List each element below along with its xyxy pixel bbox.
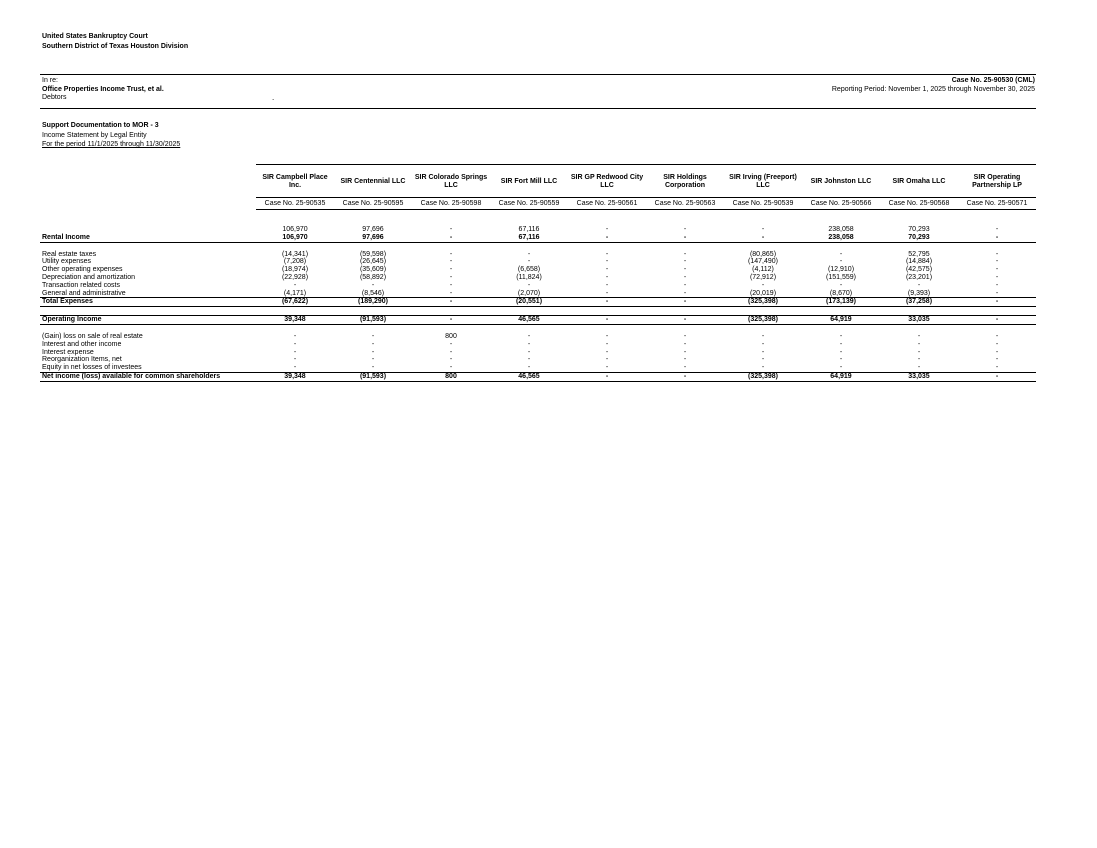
row-value: - [917, 332, 921, 340]
row-value: - [761, 332, 765, 340]
row-value: 67,116 [518, 226, 540, 233]
row-label: (Gain) loss on sale of real estate [42, 332, 143, 340]
row-value: - [646, 316, 724, 325]
row-value: (14,341) [281, 250, 309, 258]
row-value: - [449, 340, 453, 348]
top-divider [40, 74, 1036, 75]
spacer-cell [40, 242, 1036, 251]
column-case-number: Case No. 25-90535 [256, 198, 334, 210]
row-value: - [605, 332, 609, 340]
row-value: (37,258) [880, 298, 958, 307]
row-value: (58,892) [359, 273, 387, 281]
row-value: (20,019) [749, 289, 777, 297]
table-row [40, 316, 1036, 325]
row-label: Transaction related costs [42, 281, 120, 289]
row-label: Real estate taxes [42, 250, 97, 258]
row-value: - [761, 340, 765, 348]
row-value: (2,070) [517, 289, 541, 297]
table-row [40, 234, 1036, 242]
row-label: Reorganization Items, net [42, 356, 122, 364]
row-value: - [761, 356, 765, 364]
row-value: (80,865) [749, 250, 777, 258]
column-case-number: Case No. 25-90568 [880, 198, 958, 210]
row-value: - [449, 250, 453, 258]
row-value: (325,398) [724, 316, 802, 325]
row-value: - [958, 372, 1036, 381]
spacer-row [40, 242, 1036, 251]
row-value: (9,393) [907, 289, 931, 297]
row-value: (22,928) [281, 273, 309, 281]
row-value: - [646, 372, 724, 381]
row-value: - [449, 266, 453, 274]
column-header: SIR Johnston LLC [802, 165, 880, 198]
row-value: - [371, 332, 375, 340]
reporting-period: Reporting Period: November 1, 2025 through November 30, 2025 [831, 85, 1035, 93]
row-value: (173,139) [802, 298, 880, 307]
row-value: - [568, 364, 646, 372]
row-value: - [568, 234, 646, 242]
support-subtitle: Income Statement by Legal Entity [42, 131, 147, 139]
row-label: Total Expenses [40, 298, 256, 307]
table-row [40, 251, 1036, 259]
income-statement-table [40, 164, 1036, 382]
row-value: (23,201) [905, 273, 933, 281]
row-value: (6,658) [517, 266, 541, 274]
table-row [40, 298, 1036, 307]
row-value: - [527, 258, 531, 266]
row-value: 800 [412, 372, 490, 381]
row-value: - [527, 340, 531, 348]
row-value: - [995, 332, 999, 340]
row-value: 33,035 [880, 316, 958, 325]
spacer-row [40, 210, 1036, 219]
row-value: - [371, 281, 375, 289]
spacer-row [40, 218, 1036, 226]
row-value: - [839, 356, 843, 364]
row-value: (59,598) [359, 250, 387, 258]
row-value: 97,696 [334, 234, 412, 242]
row-value: 64,919 [802, 316, 880, 325]
table-row [40, 226, 1036, 234]
row-value: - [683, 250, 687, 258]
row-value: - [683, 289, 687, 297]
row-value: - [917, 348, 921, 356]
table-row [40, 258, 1036, 266]
case-block [832, 77, 1035, 94]
row-value: - [724, 364, 802, 372]
in-re-label: In re: [42, 77, 58, 84]
row-value: - [605, 281, 609, 289]
debtors-label: Debtors [42, 94, 67, 101]
court-district: Southern District of Texas Houston Division [42, 43, 189, 50]
row-value: - [646, 234, 724, 242]
row-value: - [683, 348, 687, 356]
row-value: - [995, 340, 999, 348]
row-label [40, 226, 256, 234]
row-value: (8,670) [829, 289, 853, 297]
row-value: - [412, 298, 490, 307]
row-value: 52,795 [908, 250, 930, 258]
row-value: - [683, 340, 687, 348]
column-header: SIR Centennial LLC [334, 165, 412, 198]
column-header-row [40, 165, 1036, 198]
spacer-row [40, 324, 1036, 333]
row-value: - [527, 332, 531, 340]
row-value: - [605, 273, 609, 281]
row-value: - [412, 316, 490, 325]
row-value: - [646, 364, 724, 372]
table-row [40, 356, 1036, 364]
row-value: (11,824) [516, 273, 542, 281]
row-value: 46,565 [490, 372, 568, 381]
row-value: - [605, 250, 609, 258]
row-value: (325,398) [724, 372, 802, 381]
row-label: Equity in net losses of investees [40, 364, 256, 372]
row-value: - [839, 348, 843, 356]
table-row [40, 282, 1036, 290]
row-value: - [293, 340, 297, 348]
row-value: - [449, 289, 453, 297]
column-header: SIR GP Redwood City LLC [568, 165, 646, 198]
row-value: - [334, 364, 412, 372]
row-value: - [605, 266, 609, 274]
row-label: Interest and other income [42, 340, 122, 348]
row-value: - [995, 289, 999, 297]
row-value: - [683, 266, 687, 274]
row-value: 64,919 [802, 372, 880, 381]
row-value: - [605, 258, 609, 266]
row-value: - [683, 258, 687, 266]
row-value: - [958, 316, 1036, 325]
column-case-number: Case No. 25-90561 [568, 198, 646, 210]
row-value: 39,348 [256, 316, 334, 325]
row-value: - [724, 234, 802, 242]
court-name: United States Bankruptcy Court [42, 33, 148, 40]
row-label: Operating Income [40, 316, 256, 325]
row-value: - [917, 281, 921, 289]
support-title: Support Documentation to MOR - 3 [42, 122, 159, 129]
support-block [42, 121, 180, 150]
row-value: (12,910) [827, 266, 855, 274]
row-value: 70,293 [908, 226, 930, 233]
row-value: - [412, 234, 490, 242]
row-value: (189,290) [334, 298, 412, 307]
row-value: - [568, 298, 646, 307]
row-value: 238,058 [828, 226, 854, 233]
row-label: Net income (loss) available for common shareholders [40, 372, 256, 381]
column-header: SIR Omaha LLC [880, 165, 958, 198]
row-value: - [449, 273, 453, 281]
row-value: - [839, 281, 843, 289]
row-value: - [605, 340, 609, 348]
column-header: SIR Colorado Springs LLC [412, 165, 490, 198]
debtor-name: Office Properties Income Trust, et al. [42, 85, 164, 93]
table-row [40, 349, 1036, 357]
row-value: - [839, 340, 843, 348]
spacer-cell [40, 324, 1036, 333]
row-value: (14,884) [905, 258, 933, 266]
table-row [40, 333, 1036, 341]
row-value: - [683, 281, 687, 289]
row-value: - [568, 372, 646, 381]
row-label: Depreciation and amortization [42, 273, 135, 281]
row-value: - [412, 364, 490, 372]
row-label: General and administrative [42, 289, 126, 297]
column-case-number: Case No. 25-90598 [412, 198, 490, 210]
row-value: - [995, 273, 999, 281]
caseno-blank [40, 198, 256, 210]
row-value: - [995, 348, 999, 356]
column-case-number: Case No. 25-90566 [802, 198, 880, 210]
row-value: - [761, 348, 765, 356]
row-value: (72,912) [749, 273, 777, 281]
row-value: 106,970 [256, 234, 334, 242]
row-value: - [293, 348, 297, 356]
row-value: - [371, 348, 375, 356]
row-value: (67,622) [256, 298, 334, 307]
row-value: - [683, 226, 687, 233]
row-label: Rental Income [40, 234, 256, 242]
case-number: Case No. 25-90530 (CML) [951, 77, 1035, 84]
row-value: - [527, 348, 531, 356]
column-header: SIR Operating Partnership LP [958, 165, 1036, 198]
stray-dot: . [272, 93, 275, 102]
row-value: - [371, 356, 375, 364]
header-blank [40, 165, 256, 198]
row-value: 70,293 [880, 234, 958, 242]
row-value: - [802, 364, 880, 372]
column-case-number: Case No. 25-90595 [334, 198, 412, 210]
row-value: - [293, 356, 297, 364]
row-value: (147,490) [748, 258, 778, 266]
column-header: SIR Holdings Corporation [646, 165, 724, 198]
row-value: - [605, 348, 609, 356]
table-row [40, 290, 1036, 298]
table-row [40, 364, 1036, 372]
in-re-block [42, 77, 164, 103]
row-value: - [995, 226, 999, 233]
table-row [40, 372, 1036, 381]
table-row [40, 266, 1036, 274]
court-header [42, 32, 188, 52]
row-value: (42,575) [905, 266, 933, 274]
row-value: (8,546) [361, 289, 385, 297]
table-row [40, 341, 1036, 349]
spacer-row [40, 307, 1036, 316]
row-value: 97,696 [362, 226, 384, 233]
row-value: - [839, 250, 843, 258]
row-value: - [449, 258, 453, 266]
table-row [40, 274, 1036, 282]
row-value: 39,348 [256, 372, 334, 381]
column-case-number: Case No. 25-90539 [724, 198, 802, 210]
row-value: - [449, 348, 453, 356]
row-value: - [371, 340, 375, 348]
row-value: - [995, 258, 999, 266]
row-value: - [449, 356, 453, 364]
row-value: - [683, 356, 687, 364]
spacer-cell [40, 210, 1036, 219]
row-value: - [605, 289, 609, 297]
row-value: (4,112) [752, 266, 774, 274]
row-value: - [293, 281, 297, 289]
column-header: SIR Campbell Place Inc. [256, 165, 334, 198]
row-value: (325,398) [724, 298, 802, 307]
bottom-divider [40, 108, 1036, 109]
row-label: Utility expenses [42, 258, 92, 266]
row-value: (151,559) [826, 273, 856, 281]
column-case-number: Case No. 25-90571 [958, 198, 1036, 210]
row-value: - [880, 364, 958, 372]
row-value: - [605, 356, 609, 364]
row-value: - [761, 226, 765, 233]
row-value: 33,035 [880, 372, 958, 381]
row-value: - [256, 364, 334, 372]
column-header: SIR Fort Mill LLC [490, 165, 568, 198]
row-value: - [568, 316, 646, 325]
row-value: - [449, 226, 453, 233]
row-value: - [995, 266, 999, 274]
row-value: - [527, 356, 531, 364]
row-value: 238,058 [802, 234, 880, 242]
row-label: Other operating expenses [42, 266, 123, 274]
row-value: - [995, 356, 999, 364]
row-value: - [761, 281, 765, 289]
row-value: - [917, 356, 921, 364]
spacer-cell [40, 307, 1036, 316]
row-value: - [683, 332, 687, 340]
row-value: - [839, 332, 843, 340]
row-value: - [995, 281, 999, 289]
column-case-number: Case No. 25-90559 [490, 198, 568, 210]
support-period: For the period 11/1/2025 through 11/30/2025 [42, 141, 181, 148]
row-value: - [995, 250, 999, 258]
row-label: Interest expense [42, 348, 94, 356]
row-value: 800 [445, 332, 457, 340]
row-value: - [646, 298, 724, 307]
row-value: (7,208) [283, 258, 307, 266]
row-value: - [527, 281, 531, 289]
row-value: - [917, 340, 921, 348]
row-value: (20,551) [490, 298, 568, 307]
row-value: - [490, 364, 568, 372]
row-value: (35,609) [359, 266, 387, 274]
row-value: - [527, 250, 531, 258]
row-value: (91,593) [334, 372, 412, 381]
row-value: - [839, 258, 843, 266]
row-value: - [958, 234, 1036, 242]
column-header: SIR Irving (Freeport) LLC [724, 165, 802, 198]
row-value: - [293, 332, 297, 340]
row-value: - [683, 273, 687, 281]
row-value: (26,645) [359, 258, 387, 266]
row-value: 46,565 [490, 316, 568, 325]
row-value: - [605, 226, 609, 233]
row-value: (4,171) [283, 289, 307, 297]
row-value: (18,974) [281, 266, 309, 274]
spacer-cell [40, 218, 1036, 226]
row-value: - [958, 364, 1036, 372]
row-value: (91,593) [334, 316, 412, 325]
row-value: - [958, 298, 1036, 307]
case-number-row [40, 198, 1036, 210]
column-case-number: Case No. 25-90563 [646, 198, 724, 210]
row-value: - [449, 281, 453, 289]
row-value: 106,970 [282, 226, 308, 233]
row-value: 67,116 [490, 234, 568, 242]
